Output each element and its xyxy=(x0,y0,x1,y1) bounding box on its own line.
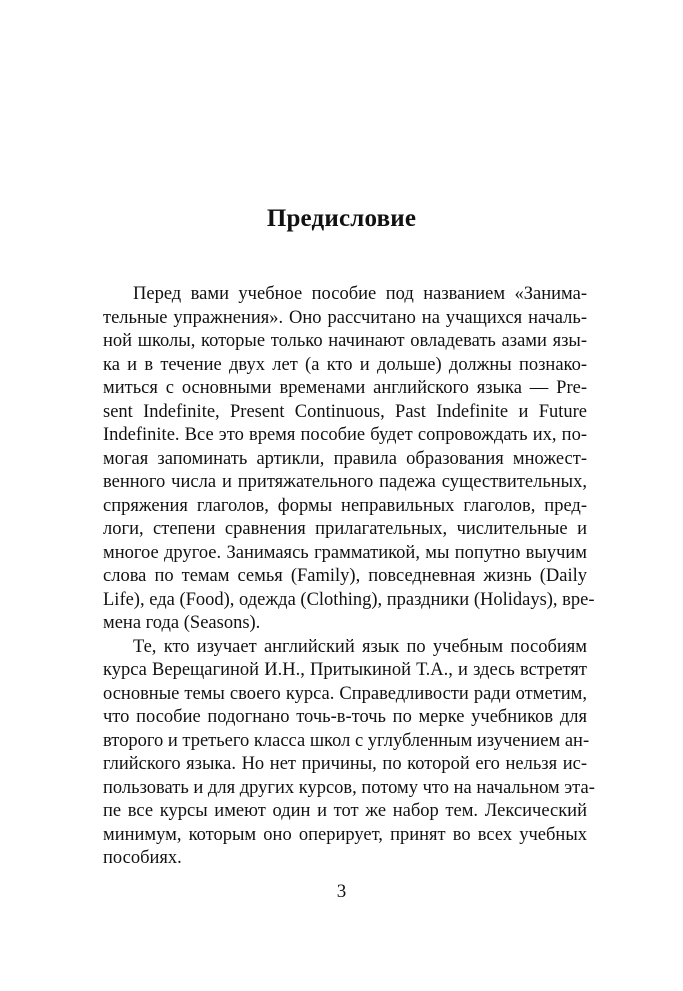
text-line: Перед вами учебное пособие под названием «Занима- xyxy=(133,284,587,304)
text-line: пе все курсы имеют один и тот же набор тем. Лексический xyxy=(103,801,587,821)
paragraph-2 xyxy=(103,636,595,871)
text-line: пособиях. xyxy=(103,848,182,868)
text-line: Те, кто изучает английский язык по учебным пособиям xyxy=(133,636,587,657)
text-line: спряжения глаголов, формы неправильных глаголов, пред- xyxy=(103,495,587,516)
text-line: ной школы, которые только начинают овладевать азами язы- xyxy=(103,331,587,351)
text-line: Indefinite. Все это время пособие будет сопровождать их, по- xyxy=(103,425,587,445)
page-number: 3 xyxy=(336,881,347,902)
body-text xyxy=(103,283,595,871)
text-line: минимум, которым оно оперирует, принят во всех учебных xyxy=(103,824,587,845)
text-line: что пособие подогнано точь-в-точь по мерке учебников для xyxy=(103,707,587,727)
text-line: второго и третьего класса школ с углубленным изучением ан- xyxy=(103,730,590,751)
text-line: ка и в течение двух лет (а кто и дольше) должны познако- xyxy=(103,354,587,375)
paragraph-1 xyxy=(103,283,595,636)
text-line: курса Верещагиной И.Н., Притыкиной Т.А., и здесь встретят xyxy=(103,660,587,680)
text-line: мена года (Seasons). xyxy=(103,613,261,633)
text-line: Life), еда (Food), одежда (Clothing), праздники (Holidays), вре- xyxy=(103,589,595,610)
text-line: пользовать и для других курсов, потому что на начальном эта- xyxy=(103,777,595,798)
page-title: Предисловие xyxy=(266,205,417,232)
text-line: основные темы своего курса. Справедливости ради отметим, xyxy=(103,683,587,704)
text-line: sent Indefinite, Present Continuous, Past Indefinite и Future xyxy=(103,401,587,422)
text-line: многое другое. Занимаясь грамматикой, мы попутно выучим xyxy=(103,542,587,563)
text-line: глийского языка. Но нет причины, по которой его нельзя ис- xyxy=(103,754,587,774)
text-line: могая запоминать артикли, правила образования множест- xyxy=(103,448,587,469)
text-line: венного числа и притяжательного падежа существительных, xyxy=(103,472,587,492)
text-line: тельные упражнения». Оно рассчитано на учащихся началь- xyxy=(103,307,587,328)
text-line: логи, степени сравнения прилагательных, числительные и xyxy=(103,519,587,539)
text-line: миться с основными временами английского языка — Pre- xyxy=(103,378,587,398)
text-line: слова по темам семья (Family), повседневная жизнь (Daily xyxy=(103,566,587,586)
